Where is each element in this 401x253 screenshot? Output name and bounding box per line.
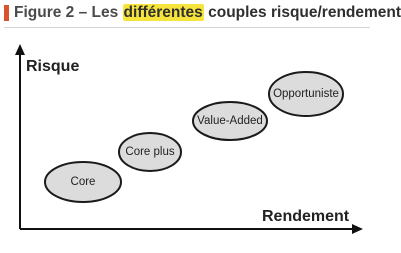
bubble-label-value-added: Value-Added bbox=[197, 115, 263, 127]
bubble-label-opportuniste: Opportuniste bbox=[273, 88, 339, 100]
x-axis-arrow bbox=[352, 224, 363, 234]
y-axis-arrow bbox=[15, 44, 25, 55]
x-axis-label: Rendement bbox=[262, 208, 350, 225]
title-highlight: différentes bbox=[123, 4, 203, 21]
title-prefix: Figure 2 – Les bbox=[14, 4, 123, 21]
y-axis-label: Risque bbox=[26, 58, 80, 75]
bubble-label-core-plus: Core plus bbox=[125, 146, 175, 158]
bubble-label-core: Core bbox=[70, 176, 96, 188]
title-suffix: couples risque/rendement bbox=[203, 4, 401, 21]
